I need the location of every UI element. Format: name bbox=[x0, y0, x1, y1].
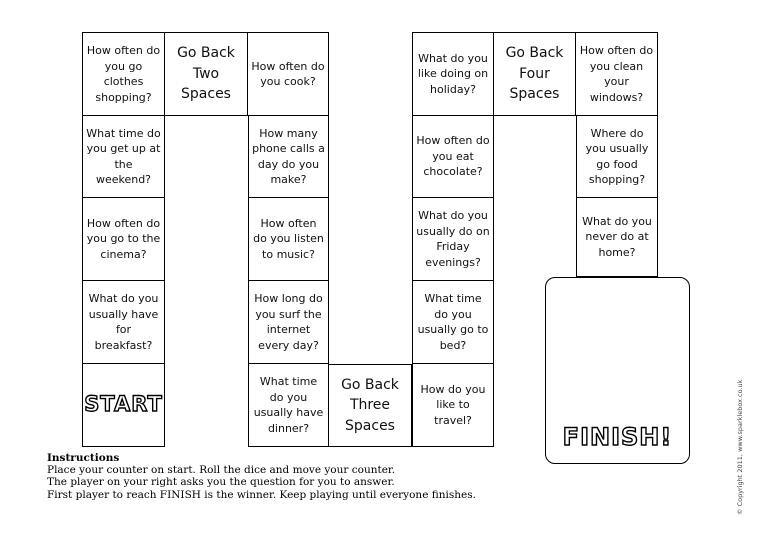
board-square: How often do you eat chocolate? bbox=[412, 116, 494, 198]
board-square-go-back: Go Back Three Spaces bbox=[329, 364, 412, 447]
finish-label: FINISH! bbox=[562, 423, 673, 451]
instructions-title: Instructions bbox=[47, 452, 120, 464]
board-square: What do you usually have for breakfast? bbox=[82, 281, 165, 364]
board-square: How do you like to travel? bbox=[412, 364, 494, 447]
board-square-go-back: Go Back Four Spaces bbox=[494, 32, 576, 116]
start-square bbox=[82, 364, 165, 447]
board-square: How often do you go to the cinema? bbox=[82, 198, 165, 281]
instructions bbox=[47, 452, 727, 501]
copyright-notice: © Copyright 2011, www.sparklebox.co.uk bbox=[736, 379, 744, 515]
board-square: What do you usually do on Friday evenings? bbox=[412, 198, 494, 281]
finish-area bbox=[545, 277, 690, 464]
board-square: What time do you usually have dinner? bbox=[248, 364, 329, 447]
board-square: How often do you cook? bbox=[248, 32, 329, 116]
board-square: What do you never do at home? bbox=[576, 198, 658, 277]
start-label: START bbox=[84, 392, 163, 417]
board-square: How often do you clean your windows? bbox=[576, 32, 658, 116]
instruction-line: The player on your right asks you the question for you to answer. bbox=[47, 476, 395, 489]
board-square: How often do you listen to music? bbox=[248, 198, 329, 281]
instruction-line: First player to reach FINISH is the winner. Keep playing until everyone finishes. bbox=[47, 488, 476, 501]
board-square-go-back: Go Back Two Spaces bbox=[165, 32, 248, 116]
board-square: How long do you surf the internet every day? bbox=[248, 281, 329, 364]
board-square: What time do you usually go to bed? bbox=[412, 281, 494, 364]
instruction-line: Place your counter on start. Roll the dice and move your counter. bbox=[47, 464, 396, 477]
board-square: What do you like doing on holiday? bbox=[412, 32, 494, 116]
board-square: How many phone calls a day do you make? bbox=[248, 116, 329, 198]
board-square: What time do you get up at the weekend? bbox=[82, 116, 165, 198]
board-square: Where do you usually go food shopping? bbox=[576, 116, 658, 198]
board-square: How often do you go clothes shopping? bbox=[82, 32, 165, 116]
